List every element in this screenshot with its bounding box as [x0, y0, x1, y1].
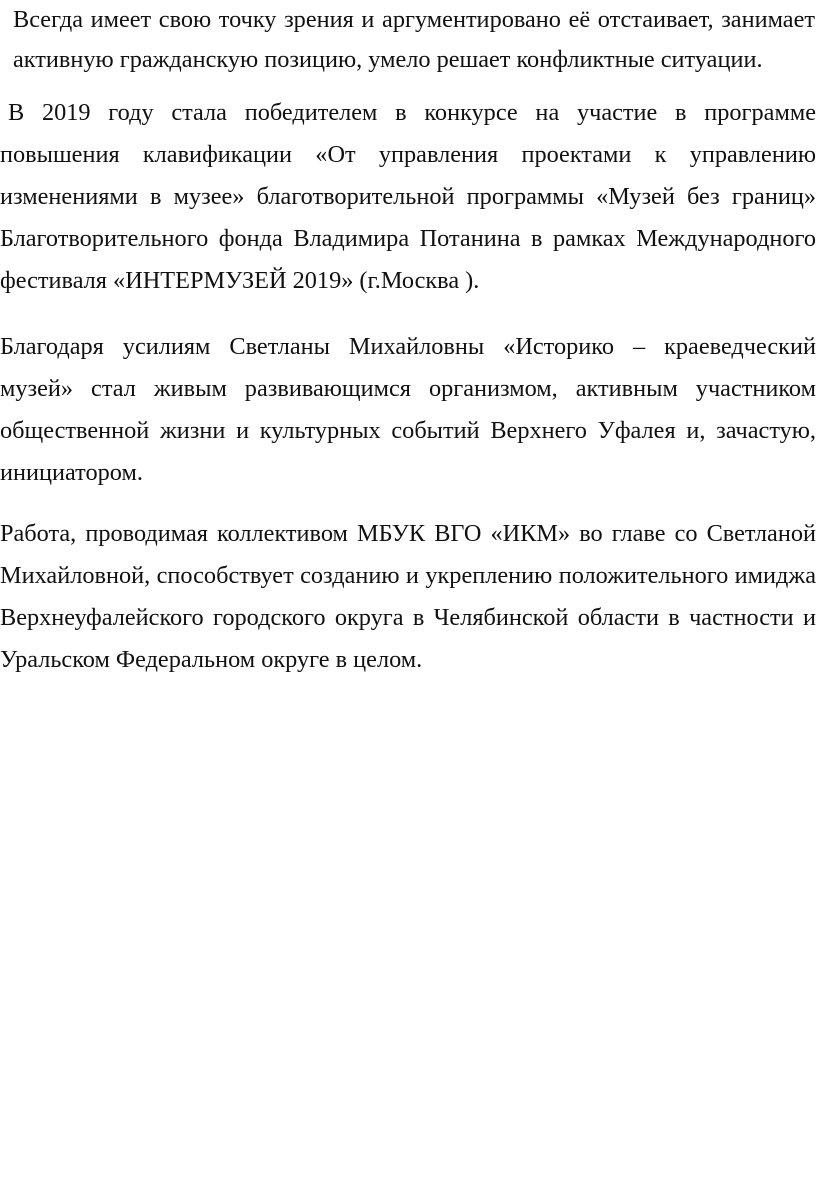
paragraph-museum-development: Благодаря усилиям Светланы Михайловны «Историко – краеведческий музей» стал живым развивающимся организмом, активным участником общественной жизни и культурных событий Верхнего Уфалея и, зачастую, инициатором.	[0, 333, 816, 486]
paragraph-competition-2019: В 2019 году стала победителем в конкурсе на участие в программе повышения клавификации «От управления проектами к управлению изменениями в музее» благотворительной программы «Музей без границ» Благотворительного фонда Владимира Потанина в рамках Международного фестиваля «ИНТЕРМУЗЕЙ 2019» (г.Москва ).	[0, 99, 816, 294]
paragraph-collective-work: Работа, проводимая коллективом МБУК ВГО «ИКМ» во главе со Светланой Михайловной, способствует созданию и укреплению положительного имиджа Верхнеуфалейского городского округа в Челябинской области в частности и Уральском Федеральном округе в целом.	[0, 520, 816, 673]
paragraph-civic-position: Всегда имеет свою точку зрения и аргументировано её отстаивает, занимает активную гражданскую позицию, умело решает конфликтные ситуации.	[13, 6, 815, 73]
